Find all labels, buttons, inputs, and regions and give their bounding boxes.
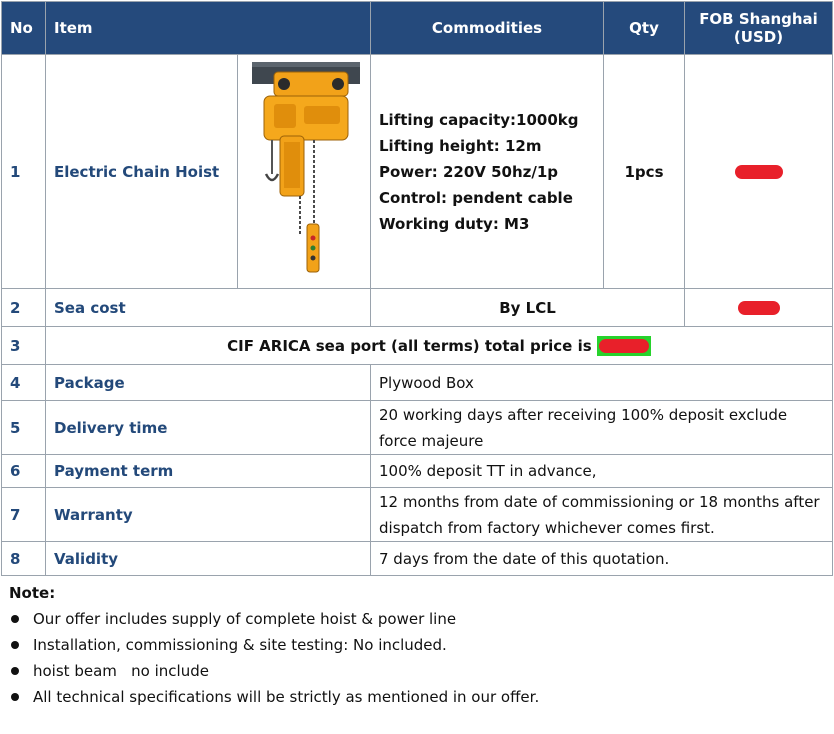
item-name: Payment term (46, 455, 371, 488)
row-number: 6 (2, 455, 46, 488)
header-item: Item (46, 2, 371, 55)
table-row (2, 542, 833, 576)
item-value: Plywood Box (371, 365, 833, 401)
header-qty: Qty (604, 2, 685, 55)
quantity: 1pcs (604, 55, 685, 289)
item-value: 7 days from the date of this quotation. (371, 542, 833, 576)
list-item (9, 606, 829, 632)
note-text: hoist beam no include (33, 662, 209, 680)
spec-capacity: Lifting capacity:1000kg (379, 110, 579, 129)
item-name: Sea cost (46, 289, 371, 327)
note-text: Our offer includes supply of complete hoist & power line (33, 610, 457, 628)
list-item (9, 658, 829, 684)
item-name: Warranty (46, 488, 371, 542)
spec-height: Lifting height: 12m (379, 136, 542, 155)
note-text: All technical specifications will be strictly as mentioned in our offer. (33, 688, 540, 706)
price-cell (685, 55, 833, 289)
row-number: 8 (2, 542, 46, 576)
redacted-price (735, 165, 783, 179)
commodity-specs (371, 55, 604, 289)
row-number: 3 (2, 327, 46, 365)
price-cell (685, 289, 833, 327)
shipping-method: By LCL (371, 289, 685, 327)
header-fob-line1: FOB Shanghai (699, 10, 818, 28)
row-number: 2 (2, 289, 46, 327)
header-no: No (2, 2, 46, 55)
table-row (2, 455, 833, 488)
item-name: Validity (46, 542, 371, 576)
item-value: 100% deposit TT in advance, (371, 455, 833, 488)
item-name: Electric Chain Hoist (46, 55, 238, 289)
note-list (9, 606, 829, 710)
bullet-icon (11, 615, 19, 623)
note-title: Note: (9, 584, 56, 602)
table-row (2, 488, 833, 542)
bullet-icon (11, 667, 19, 675)
table-row (2, 401, 833, 455)
header-fob-line2: (USD) (733, 28, 784, 46)
row-number: 5 (2, 401, 46, 455)
table-row (2, 55, 833, 289)
list-item (9, 632, 829, 658)
spec-control: Control: pendent cable (379, 188, 573, 207)
list-item (9, 684, 829, 710)
item-value: 12 months from date of commissioning or 18 months after dispatch from factory whichever comes first. (371, 488, 833, 542)
table-row (2, 289, 833, 327)
item-name: Package (46, 365, 371, 401)
table-row (2, 327, 833, 365)
bullet-icon (11, 641, 19, 649)
table-header-row (2, 2, 833, 55)
item-name: Delivery time (46, 401, 371, 455)
redacted-price (599, 339, 649, 353)
product-image (238, 55, 371, 289)
item-value: 20 working days after receiving 100% deposit exclude force majeure (371, 401, 833, 455)
highlighted-total (597, 336, 651, 356)
total-price-label: CIF ARICA sea port (all terms) total price is (227, 336, 592, 355)
redacted-price (738, 301, 780, 315)
spec-duty: Working duty: M3 (379, 214, 530, 233)
chain-hoist-illustration (244, 56, 364, 284)
row-number: 7 (2, 488, 46, 542)
header-commodities: Commodities (371, 2, 604, 55)
note-text: Installation, commissioning & site testing: No included. (33, 636, 447, 654)
table-row (2, 365, 833, 401)
notes-section (9, 584, 829, 710)
row-number: 4 (2, 365, 46, 401)
header-fob (685, 2, 833, 55)
total-price (46, 327, 833, 365)
bullet-icon (11, 693, 19, 701)
row-number: 1 (2, 55, 46, 289)
quotation-table (1, 1, 833, 576)
spec-power: Power: 220V 50hz/1p (379, 162, 559, 181)
